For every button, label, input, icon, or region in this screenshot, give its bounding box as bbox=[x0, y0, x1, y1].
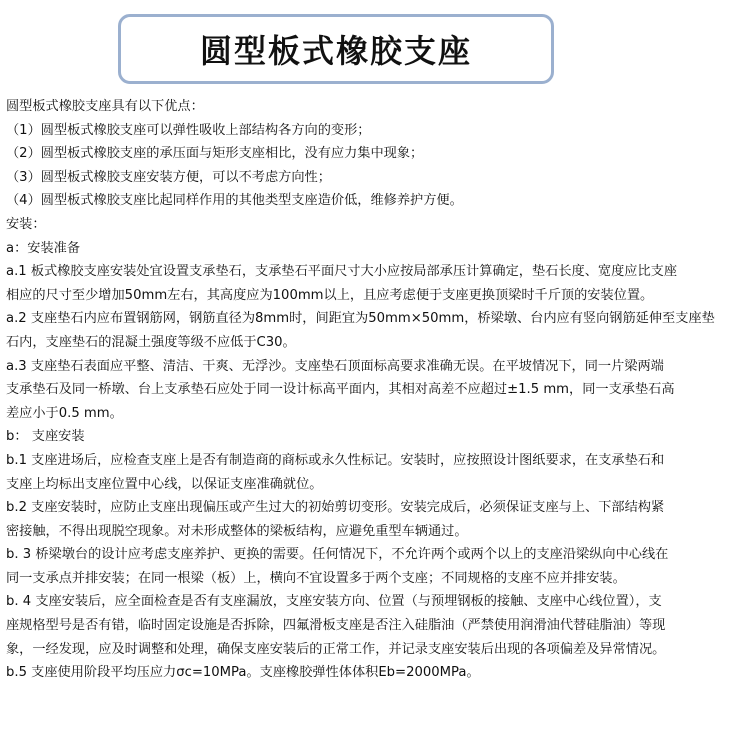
advantage-2: （2）圆型板式橡胶支座的承压面与矩形支座相比，没有应力集中现象； bbox=[6, 146, 424, 162]
paragraph-line: 座规格型号是否有错，临时固定设施是否拆除，四氟滑板支座是否注入硅脂油（严禁使用润滑油代替硅脂油）等现 bbox=[6, 618, 666, 634]
paragraph-line: b. 4 支座安装后，应全面检查是否有支座漏放，支座安装方向、位置（与预埋钢板的接触、支座中心线位置），支 bbox=[6, 594, 662, 610]
paragraph-line: 石内，支座垫石的混凝土强度等级不应低于C30。 bbox=[6, 334, 296, 350]
paragraph-line: a.2 支座垫石内应布置钢筋网，钢筋直径为8mm时，间距宜为50mm×50mm，桥梁墩、台内应有竖向钢筋延伸至支座垫 bbox=[6, 311, 715, 327]
advantage-3: （3）圆型板式橡胶支座安装方便，可以不考虑方向性； bbox=[6, 169, 331, 185]
intro-heading: 圆型板式橡胶支座具有以下优点： bbox=[6, 99, 204, 114]
paragraph-line: 差应小于0.5 mm。 bbox=[6, 405, 123, 421]
paragraph-line: a.3 支座垫石表面应平整、清洁、干爽、无浮沙。支座垫石顶面标高要求准确无误。在平坡情况下，同一片梁两端 bbox=[6, 358, 664, 374]
paragraph-line: b.1 支座进场后，应检查支座上是否有制造商的商标或永久性标记。安装时，应按照设计图纸要求，在支承垫石和 bbox=[6, 452, 665, 468]
paragraph-line: b. 3 桥梁墩台的设计应考虑支座养护、更换的需要。任何情况下，不允许两个或两个以上的支座沿梁纵向中心线在 bbox=[6, 547, 669, 563]
page-title: 圆型板式橡胶支座 bbox=[199, 32, 472, 70]
paragraph-line: 密接触，不得出现脱空现象。对未形成整体的梁板结构，应避免重型车辆通过。 bbox=[6, 523, 468, 539]
advantage-1: （1）圆型板式橡胶支座可以弹性吸收上部结构各方向的变形； bbox=[6, 122, 371, 138]
paragraph-line: 象，一经发现，应及时调整和处理，确保支座安装后的正常工作，并记录支座安装后出现的各项偏差及异常情况。 bbox=[6, 641, 666, 657]
document-body bbox=[6, 95, 744, 685]
section-a-heading: a：安装准备 bbox=[6, 240, 81, 256]
paragraph-line: 支座上均标出支座位置中心线，以保证支座准确就位。 bbox=[6, 476, 323, 492]
paragraph-line: 同一支承点并排安装；在同一根梁（板）上，横向不宜设置多于两个支座；不同规格的支座不应并排安装。 bbox=[6, 570, 626, 586]
title-box bbox=[118, 14, 554, 84]
paragraph-line: 相应的尺寸至少增加50mm左右，其高度应为100mm以上，且应考虑便于支座更换顶梁时千斤顶的安装位置。 bbox=[6, 287, 654, 303]
advantage-4: （4）圆型板式橡胶支座比起同样作用的其他类型支座造价低，维修养护方便。 bbox=[6, 193, 463, 209]
section-b-heading: b： 支座安装 bbox=[6, 429, 85, 445]
paragraph-line: 支承垫石及同一桥墩、台上支承垫石应处于同一设计标高平面内，其相对高差不应超过±1.5 mm，同一支承垫石高 bbox=[6, 382, 675, 398]
paragraph-line: b.5 支座使用阶段平均压应力σc=10MPa。支座橡胶弹性体体积Eb=2000MPa。 bbox=[6, 665, 480, 681]
paragraph-line: a.1 板式橡胶支座安装处宜设置支承垫石，支承垫石平面尺寸大小应按局部承压计算确定，垫石长度、宽度应比支座 bbox=[6, 264, 678, 280]
installation-heading: 安装： bbox=[6, 216, 46, 232]
paragraph-line: b.2 支座安装时，应防止支座出现偏压或产生过大的初始剪切变形。安装完成后，必须保证支座与上、下部结构紧 bbox=[6, 500, 665, 516]
